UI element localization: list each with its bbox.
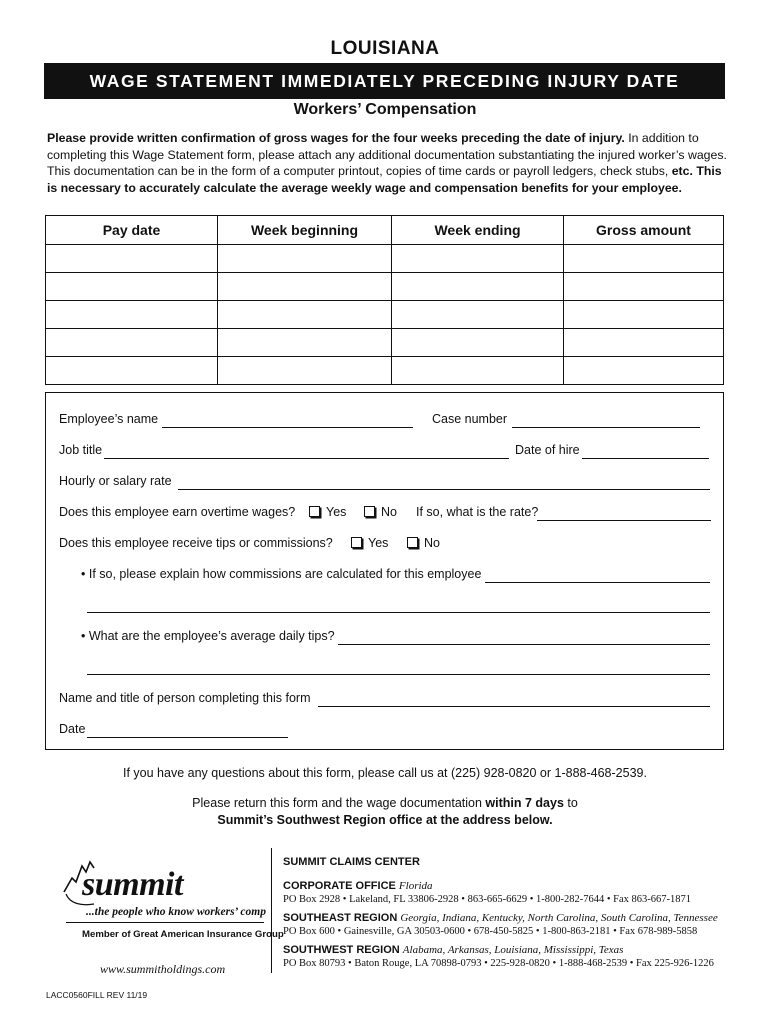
average-tips-label: • What are the employee’s average daily tips? (81, 629, 335, 643)
commissions-explain-field[interactable] (485, 582, 710, 583)
table-row (46, 357, 724, 385)
week-ending-cell[interactable] (392, 357, 564, 385)
instructions-text: In addition to completing this Wage Statement form, please attach any additional documentation substantiating the injured worker’s wages. This documentation can be in the form of a computer printout, copies of time cards or payroll ledgers, check stubs, (47, 131, 727, 178)
rate-label: Hourly or salary rate (59, 474, 172, 488)
completer-field[interactable] (318, 706, 710, 707)
week-ending-cell[interactable] (392, 273, 564, 301)
week-beginning-cell[interactable] (218, 245, 392, 273)
average-tips-field-2[interactable] (87, 674, 710, 675)
instructions-bold-1: Please provide written confirmation of gross wages for the four weeks preceding the date of injury. (47, 131, 625, 145)
checkbox-icon[interactable] (407, 537, 418, 548)
wage-table (45, 215, 724, 385)
form-code: LACC0560FILL REV 11/19 (46, 990, 148, 1000)
logo-rule (66, 922, 264, 923)
employee-name-label: Employee’s name (59, 412, 159, 426)
employee-name-field[interactable] (162, 427, 413, 428)
gross-amount-cell[interactable] (564, 329, 724, 357)
form-subtitle: Workers’ Compensation (293, 101, 477, 118)
overtime-yes-option[interactable] (309, 505, 346, 519)
completer-label: Name and title of person completing this form (59, 691, 311, 705)
form-title-banner (44, 63, 725, 99)
case-number-field[interactable] (512, 427, 700, 428)
overtime-no-option[interactable] (364, 505, 397, 519)
tips-no-label: No (424, 536, 440, 550)
southwest-region-address: PO Box 80793 • Baton Rouge, LA 70898-0793 • 225-928-0820 • 1-888-468-2539 • Fax 225-926-1226 (283, 958, 714, 969)
table-row (46, 301, 724, 329)
gross-amount-cell[interactable] (564, 357, 724, 385)
week-beginning-cell[interactable] (218, 273, 392, 301)
office-region: Georgia, Indiana, Kentucky, North Carolina, South Carolina, Tennessee (400, 912, 718, 924)
logo-tagline: ...the people who know workers’ comp (86, 906, 266, 918)
pay-date-cell[interactable] (46, 357, 218, 385)
return-suffix: to (563, 796, 578, 810)
week-ending-cell[interactable] (392, 329, 564, 357)
week-beginning-cell[interactable] (218, 357, 392, 385)
southeast-region-heading (283, 912, 763, 924)
overtime-question: Does this employee earn overtime wages? (59, 505, 296, 519)
tips-yes-option[interactable] (351, 536, 388, 550)
page-title: LOUISIANA (330, 38, 440, 59)
job-title-label: Job title (59, 443, 103, 457)
office-region: Alabama, Arkansas, Louisiana, Mississippi, Texas (402, 944, 624, 956)
commissions-explain-label: • If so, please explain how commissions are calculated for this employee (81, 567, 482, 581)
return-prefix: Please return this form and the wage documentation (192, 796, 486, 810)
week-ending-cell[interactable] (392, 245, 564, 273)
tips-no-option[interactable] (407, 536, 440, 550)
return-instructions (0, 796, 770, 810)
checkbox-icon[interactable] (364, 506, 375, 517)
summit-logo (60, 852, 284, 954)
gross-amount-cell[interactable] (564, 273, 724, 301)
commissions-explain-field-2[interactable] (87, 612, 710, 613)
office-name: SOUTHWEST REGION (283, 944, 400, 956)
return-deadline: within 7 days (485, 796, 564, 810)
tips-yes-label: Yes (368, 536, 389, 550)
southeast-region-address: PO Box 600 • Gainesville, GA 30503-0600 • 678-450-5825 • 1-800-863-2181 • Fax 678-989-5858 (283, 926, 698, 937)
logo-member-text: Member of Great American Insurance Group (82, 929, 284, 940)
pay-date-cell[interactable] (46, 245, 218, 273)
corporate-office-heading (283, 880, 763, 892)
rate-field[interactable] (178, 489, 710, 490)
questions-contact-text: If you have any questions about this form, please call us at (225) 928-0820 or 1-888-468-2539. (123, 766, 647, 780)
corporate-office-address: PO Box 2928 • Lakeland, FL 33806-2928 • 863-665-6629 • 1-800-282-7644 • Fax 863-667-1871 (283, 894, 692, 905)
banner-text: WAGE STATEMENT IMMEDIATELY PRECEDING INJURY DATE (89, 70, 680, 91)
average-tips-field[interactable] (338, 644, 710, 645)
checkbox-icon[interactable] (351, 537, 362, 548)
date-label: Date (59, 722, 86, 736)
date-field[interactable] (87, 737, 288, 738)
overtime-rate-label: If so, what is the rate? (416, 505, 539, 519)
col-week-ending: Week ending (392, 216, 564, 245)
wage-table-header (46, 216, 724, 245)
office-name: CORPORATE OFFICE (283, 880, 396, 892)
col-gross-amount: Gross amount (564, 216, 724, 245)
table-row (46, 245, 724, 273)
website-url[interactable]: www.summitholdings.com (100, 962, 226, 976)
date-of-hire-label: Date of hire (515, 443, 580, 457)
table-row (46, 273, 724, 301)
footer-divider (271, 848, 272, 973)
job-title-field[interactable] (104, 458, 509, 459)
southwest-region-heading (283, 944, 763, 956)
overtime-yes-label: Yes (326, 505, 347, 519)
table-row (46, 329, 724, 357)
employee-info-box (45, 392, 724, 750)
week-beginning-cell[interactable] (218, 329, 392, 357)
col-pay-date: Pay date (46, 216, 218, 245)
office-region: Florida (398, 880, 433, 892)
overtime-rate-field[interactable] (537, 520, 711, 521)
pay-date-cell[interactable] (46, 329, 218, 357)
case-number-label: Case number (432, 412, 508, 426)
pay-date-cell[interactable] (46, 301, 218, 329)
overtime-no-label: No (381, 505, 397, 519)
gross-amount-cell[interactable] (564, 301, 724, 329)
claims-center-heading: SUMMIT CLAIMS CENTER (283, 856, 420, 868)
office-addresses (283, 856, 763, 969)
logo-wordmark: summit (82, 866, 183, 903)
instructions-paragraph (47, 130, 727, 196)
date-of-hire-field[interactable] (582, 458, 709, 459)
checkbox-icon[interactable] (309, 506, 320, 517)
instructions-bold-2: etc. This is necessary to accurately calculate the average weekly wage and compensation benefits for your employee. (47, 164, 722, 195)
col-week-beginning: Week beginning (218, 216, 392, 245)
return-office-text: Summit’s Southwest Region office at the address below. (217, 813, 553, 827)
gross-amount-cell[interactable] (564, 245, 724, 273)
tips-question: Does this employee receive tips or commissions? (59, 536, 333, 550)
office-name: SOUTHEAST REGION (283, 912, 398, 924)
pay-date-cell[interactable] (46, 273, 218, 301)
week-beginning-cell[interactable] (218, 301, 392, 329)
week-ending-cell[interactable] (392, 301, 564, 329)
